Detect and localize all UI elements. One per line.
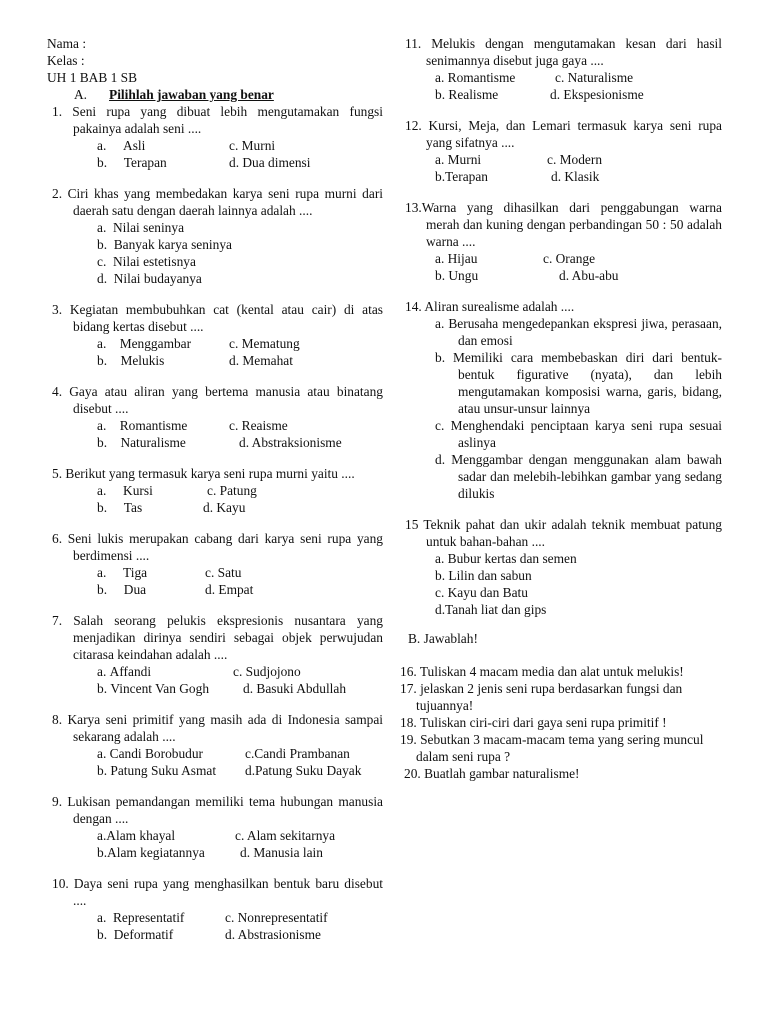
option-c: c. Nilai estetisnya — [97, 254, 196, 269]
option-a: Kursi — [123, 483, 153, 498]
question-12 — [400, 117, 722, 185]
question-3: 3. Kegiatan membubuhkan cat (kental atau cair) di atas bidang kertas disebut .... a. Menggambar c. Mematung b. Melukis d. Memahat — [47, 301, 383, 369]
question-1: 1. Seni rupa yang dibuat lebih mengutamakan fungsi pakainya adalah seni .... a. Asli c. Murni b. Terapan d. Dua dimensi — [47, 103, 383, 171]
section-a-letter: A. — [74, 87, 88, 102]
essay-question-16: 16. Tuliskan 4 macam media dan alat untuk melukis! — [400, 664, 684, 679]
option-b: Alam kegiatannya — [107, 845, 205, 860]
option-c: c. Kayu dan Batu — [435, 585, 528, 600]
option-a: a. Nilai seninya — [97, 220, 185, 235]
option-a: Asli — [123, 138, 146, 153]
right-column — [400, 35, 722, 782]
question-9: 9. Lukisan pemandangan memiliki tema hubungan manusia dengan .... a.Alam khayal c. Alam sekitarnya b.Alam kegiatannya d. Manusia lain — [47, 793, 383, 861]
option-b: b. Lilin dan sabun — [435, 568, 532, 583]
question-text: 5. Berikut yang termasuk karya seni rupa murni yaitu .... — [52, 466, 355, 481]
option-d: d. Memahat — [229, 353, 293, 368]
question-8: 8. Karya seni primitif yang masih ada di Indonesia sampai sekarang adalah .... a. Candi Borobudur c.Candi Prambanan b. Patung Suku Asmat d.Patung Suku Dayak — [47, 711, 383, 779]
option-b: Vincent Van Gogh — [110, 681, 210, 696]
question-2 — [47, 185, 383, 287]
option-a: Representatif — [113, 910, 185, 925]
option-a: Tiga — [123, 565, 148, 580]
option-d: d. Empat — [205, 582, 254, 597]
option-d: d. Manusia lain — [240, 845, 323, 860]
section-b-heading: B. Jawablah! — [408, 631, 478, 646]
option-c: c. Reaisme — [229, 418, 288, 433]
option-b: b. Realisme — [435, 87, 499, 102]
question-text: 10. Daya seni rupa yang menghasilkan bentuk baru disebut .... — [52, 876, 383, 908]
option-c: c. Murni — [229, 138, 276, 153]
option-c: c. Menghendaki penciptaan karya seni rupa sesuai aslinya — [435, 418, 722, 450]
option-d: d. Menggambar dengan menggunakan alam bawah sadar dan melebih-lebihkan gambar yang sedang dilukis — [435, 452, 722, 501]
essay-question-18: 18. Tuliskan ciri-ciri dari gaya seni rupa primitif ! — [400, 715, 667, 730]
option-a: a. Berusaha mengedepankan ekspresi jiwa, perasaan, dan emosi — [435, 316, 722, 348]
option-c: c. Naturalisme — [555, 70, 634, 85]
option-b: b. Memiliki cara membebaskan diri dari bentuk-bentuk figurative (nyata), dan lebih mengutamakan komposisi warna, garis, bidang, atau unsur-unsur lainnya — [435, 350, 722, 416]
question-text: 9. Lukisan pemandangan memiliki tema hubungan manusia dengan .... — [52, 794, 383, 826]
option-b: Dua — [123, 582, 147, 597]
option-b: Melukis — [120, 353, 165, 368]
exam-title: UH 1 BAB 1 SB — [47, 70, 138, 85]
option-c: c. Satu — [205, 565, 242, 580]
question-14 — [400, 298, 722, 502]
question-10: 10. Daya seni rupa yang menghasilkan bentuk baru disebut .... a. Representatif c. Nonrepresentatif b. Deformatif d. Abstrasionisme — [47, 875, 383, 943]
option-b: Terapan — [123, 155, 167, 170]
question-text: 1. Seni rupa yang dibuat lebih mengutamakan fungsi pakainya adalah seni .... — [52, 104, 383, 136]
question-text: 13.Warna yang dihasilkan dari penggabungan warna merah dan kuning dengan perbandingan 50 : 50 adalah warna .... — [405, 200, 722, 249]
option-a: Affandi — [109, 664, 152, 679]
essay-question-19: 19. Sebutkan 3 macam-macam tema yang sering muncul dalam seni rupa ? — [400, 732, 704, 764]
option-d: d. Abu-abu — [559, 268, 619, 283]
option-d: d.Patung Suku Dayak — [245, 763, 362, 778]
question-text: 8. Karya seni primitif yang masih ada di Indonesia sampai sekarang adalah .... — [52, 712, 383, 744]
question-5: 5. Berikut yang termasuk karya seni rupa murni yaitu .... a. Kursi c. Patung b. Tas d. Kayu — [47, 465, 383, 516]
option-a: Alam khayal — [106, 828, 176, 843]
option-b: b. Ungu — [435, 268, 479, 283]
question-text: 15 Teknik pahat dan ukir adalah teknik membuat patung untuk bahan-bahan .... — [405, 517, 722, 549]
question-text: 12. Kursi, Meja, dan Lemari termasuk karya seni rupa yang sifatnya .... — [405, 118, 722, 150]
option-c: c. Sudjojono — [233, 664, 301, 679]
option-d: d. Kayu — [203, 500, 246, 515]
option-a: Menggambar — [119, 336, 192, 351]
question-11 — [400, 35, 722, 103]
option-a: a. Romantisme — [435, 70, 516, 85]
option-c: c. Alam sekitarnya — [235, 828, 336, 843]
option-a: a. Bubur kertas dan semen — [435, 551, 577, 566]
option-b: Naturalisme — [120, 435, 186, 450]
kelas-label: Kelas : — [47, 53, 85, 68]
essay-question-17: 17. jelaskan 2 jenis seni rupa berdasarkan fungsi dan tujuannya! — [400, 681, 683, 713]
section-a-heading — [47, 86, 383, 103]
left-column — [47, 35, 383, 943]
question-text: 6. Seni lukis merupakan cabang dari karya seni rupa yang berdimensi .... — [52, 531, 383, 563]
section-a-title: Pilihlah jawaban yang benar — [109, 87, 274, 102]
essay-question-20: 20. Buatlah gambar naturalisme! — [404, 766, 580, 781]
question-text: 11. Melukis dengan mengutamakan kesan dari hasil senimannya disebut juga gaya .... — [405, 36, 722, 68]
option-d: d. Dua dimensi — [229, 155, 311, 170]
question-7: 7. Salah seorang pelukis ekspresionis nusantara yang menjadikan dirinya sendiri sebagai objek perwujudan citarasa keindahan adalah .... a. Affandi c. Sudjojono b. Vincent Van Gogh d. Basuki Abdullah — [47, 612, 383, 697]
question-4: 4. Gaya atau aliran yang bertema manusia atau binatang disebut .... a. Romantisme c. Reaisme b. Naturalisme d. Abstraksionisme — [47, 383, 383, 451]
question-6: 6. Seni lukis merupakan cabang dari karya seni rupa yang berdimensi .... a. Tiga c. Satu b. Dua d. Empat — [47, 530, 383, 598]
option-a: a. Hijau — [435, 251, 478, 266]
option-c: c.Candi Prambanan — [245, 746, 350, 761]
option-b: Patung Suku Asmat — [110, 763, 217, 778]
question-text: 4. Gaya atau aliran yang bertema manusia atau binatang disebut .... — [52, 384, 383, 416]
option-d: d. Ekspesionisme — [550, 87, 644, 102]
option-b: b.Terapan — [435, 169, 488, 184]
nama-label: Nama : — [47, 36, 87, 51]
option-d: d. Basuki Abdullah — [243, 681, 347, 696]
option-c: c. Mematung — [229, 336, 300, 351]
question-text: 14. Aliran surealisme adalah .... — [405, 299, 575, 314]
question-text: 7. Salah seorang pelukis ekspresionis nusantara yang menjadikan dirinya sendiri sebagai objek perwujudan citarasa keindahan adalah .... — [52, 613, 383, 662]
option-d: d. Abstrasionisme — [225, 927, 321, 942]
question-13 — [400, 199, 722, 284]
option-a: Romantisme — [119, 418, 188, 433]
option-d: d. Nilai budayanya — [97, 271, 202, 286]
option-c: c. Modern — [547, 152, 603, 167]
option-d: d.Tanah liat dan gips — [435, 602, 547, 617]
option-a: Candi Borobudur — [109, 746, 204, 761]
option-b: Tas — [123, 500, 143, 515]
question-15 — [400, 516, 722, 618]
question-text: 3. Kegiatan membubuhkan cat (kental atau cair) di atas bidang kertas disebut .... — [52, 302, 383, 334]
option-a: a. Murni — [435, 152, 482, 167]
option-c: c. Orange — [543, 251, 596, 266]
option-c: c. Nonrepresentatif — [225, 910, 328, 925]
question-text: 2. Ciri khas yang membedakan karya seni rupa murni dari daerah satu dengan daerah lainnya adalah .... — [52, 186, 383, 218]
option-d: d. Klasik — [551, 169, 600, 184]
option-b: Deformatif — [113, 927, 174, 942]
option-c: c. Patung — [207, 483, 257, 498]
essay-list — [400, 663, 722, 782]
option-b: b. Banyak karya seninya — [97, 237, 232, 252]
option-d: d. Abstraksionisme — [239, 435, 342, 450]
